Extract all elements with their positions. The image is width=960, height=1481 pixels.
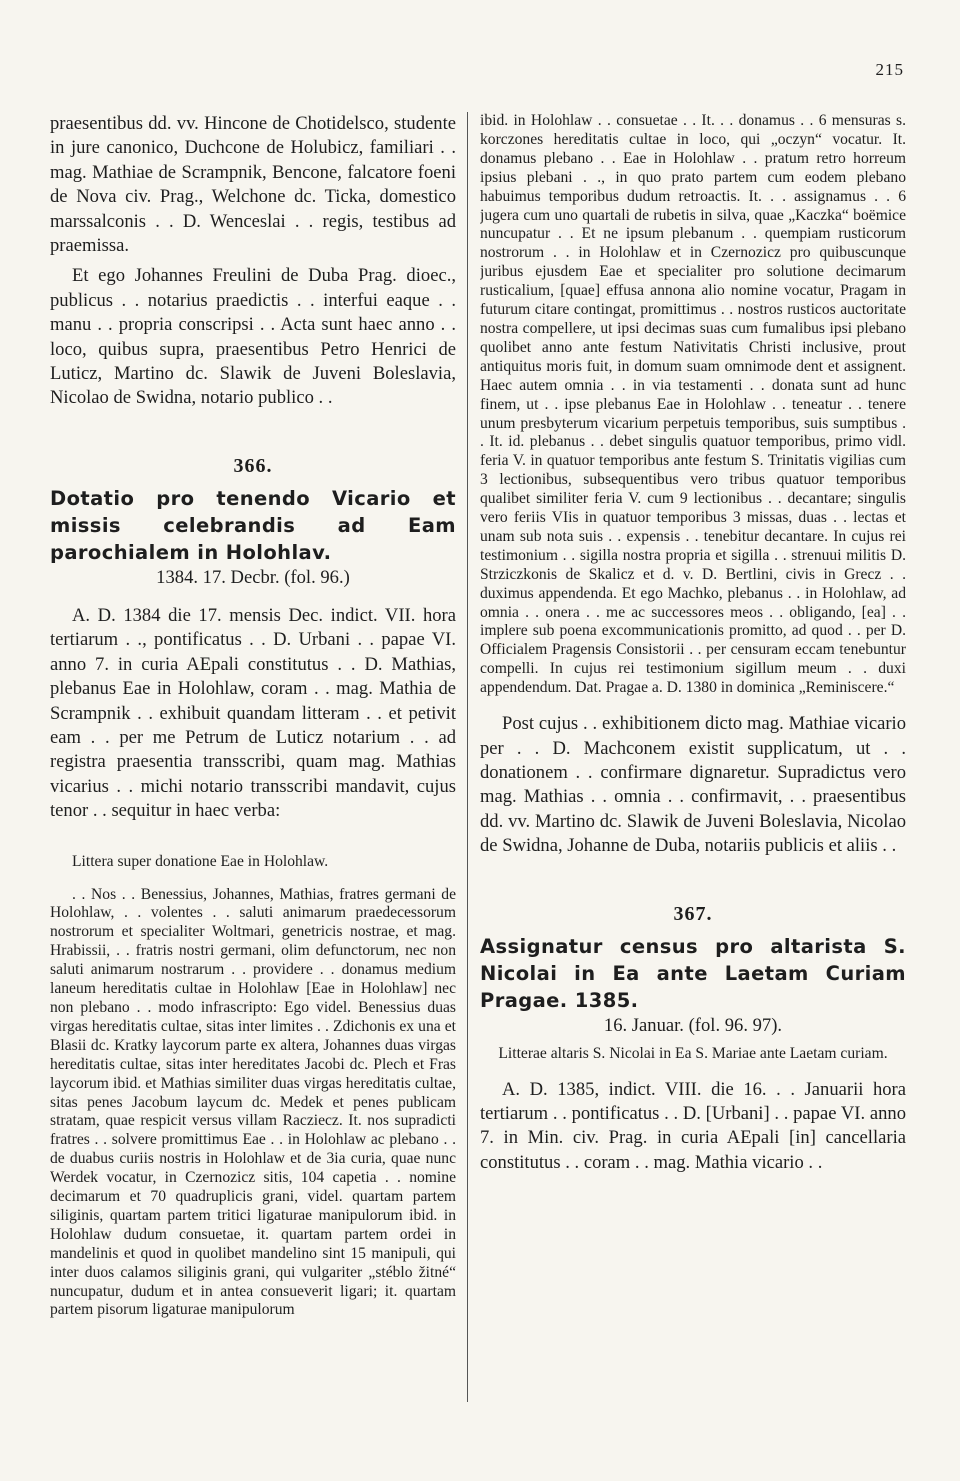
paragraph-act-366: A. D. 1384 die 17. mensis Dec. indict. VII. hora tertiarum . ., pontificatus . . D. Urbani . . papae VI. anno 7. in curia AEpali constitutus . . D. Mathias, plebanus Eae in Holohlaw, coram . . mag. Mathia de Scrampnik . . exhibuit quandam litteram . . et petivit eam . . per me Petrum de Luticz notarium . . ad registra praesentia transscribi, quam mag. Mathias vicarius . . michi notario transscribi mandavit, cujus tenor . . sequitur in haec verba: (50, 604, 456, 822)
left-column (50, 112, 456, 1462)
document-number-366: 366. (233, 454, 273, 477)
document-title-366: Dotatio pro tenendo Vicario et missis celebrandis ad Eam parochialem in Holohlav. (50, 486, 456, 564)
column-divider (467, 112, 468, 1402)
paragraph-witnesses: praesentibus dd. vv. Hincone de Chotidelsco, studente in jure canonico, Duchcone de Holubicz, familiari . . mag. Mathiae de Scrampnik, Bencone, falcatore foeni de Nova civ. Prag., Welchone dc. Ticka, domestico marssalconis . . D. Wenceslai . . regis, testibus ad praemissa. (50, 113, 456, 257)
document-date-366: 1384. 17. Decbr. (fol. 96.) (156, 566, 350, 588)
right-column (480, 112, 906, 1462)
document-title-367: Assignatur census pro altarista S. Nicolai in Ea ante Laetam Curiam Pragae. 1385. (480, 934, 906, 1012)
paragraph-donation-continued: ibid. in Holohlaw . . consuetae . . It. . . donamus . . 6 mensuras s. korczones hereditatis cultae in loco, qui „oczyn“ vocatur. It. donamus plebano . . Eae in Holohlaw . . pratum retro horreum ipsius plebani . ., in quo prato partem cum eodem plebano habuimus temporibus dudum retroactis. It. . . assignamus . . 6 jugera cum uno quartali de rubetis in silva, quae „Kaczka“ boëmice nuncupatur . . Et ne ipsum plebanum . . quempiam rusticorum nostrorum . . in Holohlaw et in Czernozicz pro quibuscunque juribus ejusdem Eae et specialiter pro solutione decimarum rusticalium, [quae] effusa annona alio nomine vocatur, Pragam in futurum citare contingat, promittimus . . nostros rusticos auctoritate nostra compellere, ut ipsi decimas suas cum fumalibus ipsi plebano quolibet anno ante festum Nativitatis Christi inclusive, prout antiquitus moris fuit, in domum suam omnimode dent et assignent. Haec autem omnia . . in via testamenti . . donata sunt ad hunc finem, ut . . ipse plebanus Eae in Holohlaw . . teneatur . . tenere unum presbyterum vicarium perpetuis temporibus, suis sumptibus . . It. id. plebanus . . debet singulis quatuor temporibus, primo vidl. feria V. in quatuor temporibus ante festum S. Trinitatis vigilias cum 3 lectionibus, subsequentibus vero tribus quatuor temporibus qualibet similiter feria V. cum 9 lectionibus . . decantare; singulis vero feriis VIis in quatuor temporibus 3 missas, duas . . lectas et unam sub nota suis . . expensis . . tenebitur decantare. In cujus rei testimonium . . sigilla nostra propria et sigilla . . strenuui militis D. Strziczkonis de Skalicz et d. v. D. Bertlini, civis in Grecz . . duximus appendenda. Et ego Machko, plebanus . . in Holohlaw, ad omnia . . onera . . me ac successores meos . . obligando, [ea] . . implere sub poena excommunicationis promitto, ad quod . . per D. Officialem Pragensis Consistorii . . per censuram eccam tenebuntur compelli. In cujus rei testimonium sigillum meum . . duxi appendendum. Dat. Pragae a. D. 1380 in dominica „Reminiscere.“ (480, 112, 906, 697)
document-number-367: 367. (673, 902, 713, 925)
paragraph-confirmation: Post cujus . . exhibitionem dicto mag. Mathiae vicario per . . D. Machconem existit supplicatum, ut . . donationem . . confirmare dignaretur. Supradictus vero mag. Mathias . . omnia . . confirmavit, . . praesentibus dd. vv. Martino dc. Slawik de Juveni Boleslavia, Nicolao de Swidna, Johanne de Duba, notariis publicis et aliis . . (480, 713, 906, 857)
caption-altar: Litterae altaris S. Nicolai in Ea S. Mariae ante Laetam curiam. (498, 1044, 888, 1062)
caption-donation: Littera super donatione Eae in Holohlaw. (72, 852, 329, 870)
page-number: 215 (875, 60, 904, 79)
document-date-367: 16. Januar. (fol. 96. 97). (603, 1014, 783, 1036)
paragraph-notary: Et ego Johannes Freulini de Duba Prag. dioec., publicus . . notarius praedictis . . interfui eaque . . manu . . propria conscripsi . . Acta sunt haec anno . . loco, quibus supra, praesentibus Petro Henrici de Luticz, Martino dc. Slawik de Juveni Boleslavia, Nicolao de Swidna, notario publico . . (50, 265, 456, 409)
paragraph-donation: . . Nos . . Benessius, Johannes, Mathias, fratres germani de Holohlaw, . . volentes . . saluti animarum praedecessorum nostrorum et specialiter Woltmari, genetricis nostrae, et mag. Hrabissii, . . fratris nostri germani, olim defunctorum, nec non saluti animarum nostrarum . . providere . . donamus medium laneum hereditatis cultae in Holohlaw [Eae in Holohlaw] nec non plebano . . modo infrascripto: Ego videl. Benessius duas virgas hereditatis cultae, sitas inter limites . . Zdichonis ex una et Blasii dc. Kratky laycorum parte ex altera, Johannes duas virgas hereditatis cultae, sitas inter hereditates Jacobi dc. Plech et Fras laycorum ibid. et Mathias similiter duas virgas hereditatis cultae, sitas penes Jacobum laycum dc. Medek et penes publicam stratam, quae respicit versus villam Racziecz. It. nos supradicti fratres . . solvere promittimus Eae . . in Holohlaw ac plebano . . de duabus curiis nostris in Holohlaw et de 3ia curia, quae nunc Werdek vocatur, in Czernozicz sitis, 104 capetia . . nomine decimarum et 70 quadruplicis grani, videl. quartam partem siliginis, quartam partem tritici ligaturae manipulorum ibid. in Holohlaw dudum consuetae, it. quartam partem ordei in mandelinis et quod in quolibet mandelino sint 15 manipuli, qui inter duos calamos siliginis grani, qui vulgariter „stéblo žitné“ nuncupatur, dudum et in antea consueverit ligari; it. quartam partem pisorum ligaturae manipulorum (50, 885, 456, 1319)
paragraph-act-367: A. D. 1385, indict. VIII. die 16. . . Januarii hora tertiarum . . pontificatus . . D. [Urbani] . . papae VI. anno 7. in Min. civ. Prag. in curia AEpali [in] cancellaria constitutus . . coram . . mag. Mathia vicario . . (480, 1078, 906, 1173)
